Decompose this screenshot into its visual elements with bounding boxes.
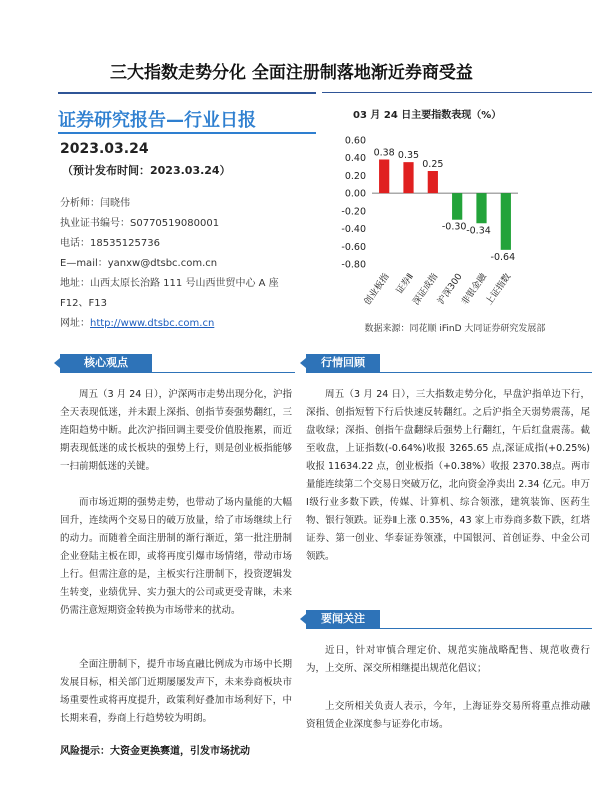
bar-5 [476, 193, 486, 223]
data-label: -0.64 [490, 251, 516, 263]
market-review-title: 行情回顾 [306, 354, 380, 372]
index-performance-chart [318, 120, 593, 320]
email-address: E—mail：yanxw@dtsbc.com.cn [60, 258, 218, 269]
y-tick-label: 0.20 [344, 170, 366, 182]
y-tick-label: -0.60 [341, 241, 366, 253]
website-link[interactable]: http://www.dtsbc.com.cn [90, 318, 215, 329]
news-title: 要闻关注 [306, 610, 380, 628]
category-label: 深证成指 [411, 271, 441, 308]
category-label: 沪深300 [436, 271, 465, 307]
y-tick-label: 0.40 [344, 153, 366, 165]
analyst-name: 分析师：闫晓伟 [60, 198, 130, 209]
risk-warning: 风险提示：大资金更换赛道，引发市场扰动 [60, 746, 250, 757]
website [60, 314, 214, 329]
category-label: 非银金融 [460, 271, 489, 308]
category-label: 上证指数 [484, 271, 514, 308]
header-rule-left [58, 92, 316, 94]
y-tick-label: -0.40 [341, 224, 366, 236]
news-paragraph-2: 上交所相关负责人表示，今年，上海证券交易所将重点推动融资租赁企业深度参与证券化市场。 [306, 701, 590, 730]
y-tick-label: 0.00 [344, 188, 366, 200]
market-review-header [306, 354, 592, 374]
report-date: 2023.03.24 [60, 141, 149, 157]
data-label: -0.34 [466, 225, 491, 237]
report-type-title: 证券研究报告—行业日报 [58, 110, 256, 131]
address-line-2: F12、F13 [60, 298, 107, 309]
news-rule [306, 628, 592, 629]
category-label: 创业板指 [362, 271, 392, 308]
data-label: 0.25 [422, 159, 444, 170]
core-view-header [60, 354, 295, 374]
market-review-paragraph: 周五（3 月 24 日），三大指数走势分化，早盘沪指单边下行，深指、创指短暂下行后快速反转翻红。之后沪指全天弱势震荡，尾盘收绿；深指、创指午盘翻绿后强势上行翻红，午后红盘震荡。截至收盘，上证指数(-0.64%)收报 3265.65 点,深证成指(+0.25%)收报 11634.22 点，创业板指（+0.38%）收报 2370.38点。两市量能连续第二个交易日突破万亿，北向资金净卖出 2.34 亿元。申万Ⅰ级行业多数下跌，传媒、计算机、综合领涨，建筑装饰、医药生物、银行领跌。证券Ⅱ上涨 0.35%，43 家上市券商多数下跌，红塔证券、第一创业、华泰证券领涨，中国银河、首创证券、中金公司领跌。 [306, 389, 590, 562]
core-paragraph-3: 全面注册制下，提升市场直融比例成为市场中长期发展目标，相关部门近期屡屡发声下，未来券商板块市场重要性或将再度提升，政策利好叠加市场利好下，中长期来看，券商上行趋势较为明朗。 [60, 659, 292, 724]
phone-number: 电话：18535125736 [60, 238, 160, 249]
report-type-rule [58, 132, 316, 134]
news-paragraph-1: 近日，针对审慎合理定价、规范实施战略配售、规范收费行为，上交所、深交所相继提出规范化倡议； [306, 645, 590, 674]
chart-source: 数据来源：同花顺 iFinD 大同证券研究发展部 [364, 324, 546, 334]
y-tick-label: -0.80 [341, 259, 366, 271]
data-label: 0.35 [397, 150, 420, 162]
core-view-title: 核心观点 [60, 354, 152, 372]
y-tick-label: 0.60 [344, 135, 366, 147]
category-label: 证券Ⅱ [394, 271, 416, 297]
license-number: 执业证书编号：S0770519080001 [60, 218, 220, 229]
bar-1 [379, 159, 389, 193]
chart-title: 03 月 24 日主要指数表现（%） [353, 110, 502, 121]
data-label: 0.38 [373, 147, 395, 159]
data-label: -0.30 [441, 221, 467, 233]
publish-time: （预计发布时间：2023.03.24） [62, 164, 231, 177]
website-label: 网址： [60, 318, 90, 329]
core-paragraph-2: 而市场近期的强势走势，也带动了场内量能的大幅回升，连续两个交易日的破万放量，给了市场继续上行的动力。而随着全面注册制的渐行渐近，第一批注册制企业登陆主板在即，或将再度引爆市场情绪，带动市场上行。但需注意的是，主板实行注册制下，投资逻辑发生转变，业绩优异、实力强大的公司或更受青睐，未来仍需注意短期资金转换为市场带来的扰动。 [60, 497, 292, 616]
news-header [306, 610, 592, 630]
header-rule-right [322, 92, 592, 93]
bar-3 [428, 171, 438, 193]
bar-6 [501, 193, 511, 250]
y-tick-label: -0.20 [341, 206, 366, 218]
bar-2 [403, 162, 413, 193]
bar-4 [452, 193, 462, 220]
market-review-rule [306, 372, 592, 373]
address-line-1: 地址：山西太原长治路 111 号山西世贸中心 A 座 [60, 278, 279, 289]
core-view-rule [60, 372, 295, 373]
report-headline: 三大指数走势分化 全面注册制落地渐近券商受益 [110, 63, 473, 83]
core-paragraph-1: 周五（3 月 24 日），沪深两市走势出现分化，沪指全天表现低迷，并未跟上深指、创指节奏强势翻红，三连阳趋势中断。此次沪指回调主要受价值股拖累，而近期表现低迷的成长板块的强势上行，则是创业板指能够一扫前期低迷的关键。 [60, 389, 292, 472]
